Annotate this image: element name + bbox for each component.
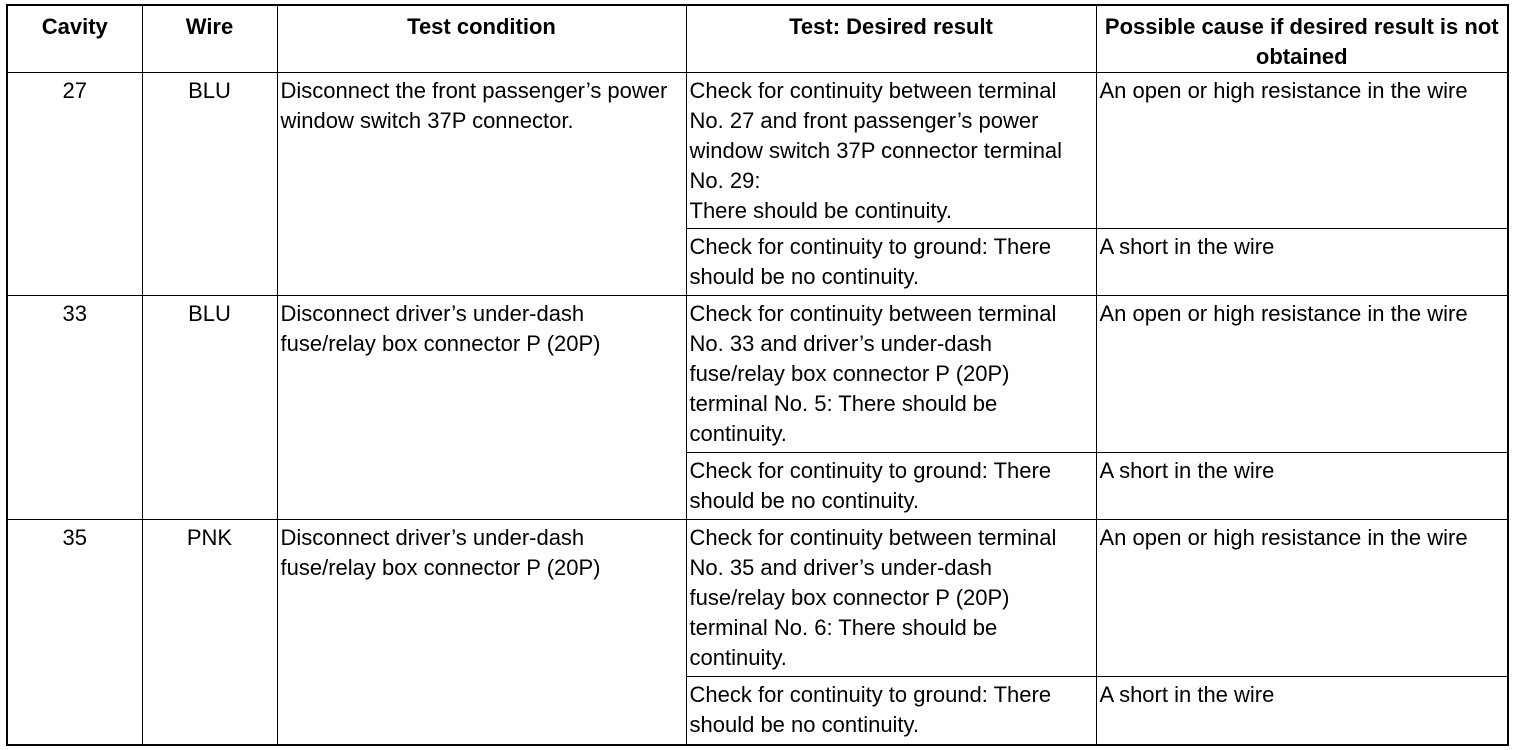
cause-cell: A short in the wire: [1096, 453, 1508, 520]
cause-cell: An open or high resistance in the wire: [1096, 520, 1508, 677]
result-cell: Check for continuity between terminal No. 35 and driver’s under-dash fuse/relay box connector P (20P) terminal No. 6: There should be continuity.: [686, 520, 1096, 677]
header-cavity: Cavity: [7, 5, 142, 73]
result-cell: [686, 73, 1096, 229]
header-test-condition: Test condition: [277, 5, 686, 73]
table-header-row: [7, 5, 1508, 73]
cavity-cell: 35: [7, 520, 142, 745]
condition-cell: Disconnect the front passenger’s power window switch 37P connector.: [277, 73, 686, 296]
condition-cell: Disconnect driver’s under-dash fuse/relay box connector P (20P): [277, 520, 686, 745]
test-procedure-table: [6, 4, 1509, 746]
condition-cell: Disconnect driver’s under-dash fuse/relay box connector P (20P): [277, 296, 686, 520]
wire-cell: BLU: [142, 73, 277, 296]
header-desired-result: Test: Desired result: [686, 5, 1096, 73]
cavity-cell: 33: [7, 296, 142, 520]
cause-cell: A short in the wire: [1096, 229, 1508, 296]
wire-cell: PNK: [142, 520, 277, 745]
table-row: [7, 296, 1508, 453]
result-cell: Check for continuity to ground: There should be no continuity.: [686, 677, 1096, 745]
table-row: [7, 520, 1508, 677]
cavity-cell: 27: [7, 73, 142, 296]
header-possible-cause: Possible cause if desired result is not obtained: [1096, 5, 1508, 73]
cause-cell: An open or high resistance in the wire: [1096, 296, 1508, 453]
result-cell: Check for continuity between terminal No. 33 and driver’s under-dash fuse/relay box connector P (20P) terminal No. 5: There should be continuity.: [686, 296, 1096, 453]
result-cell: Check for continuity to ground: There should be no continuity.: [686, 229, 1096, 296]
header-wire: Wire: [142, 5, 277, 73]
cause-cell: An open or high resistance in the wire: [1096, 73, 1508, 229]
table-row: [7, 73, 1508, 229]
wire-cell: BLU: [142, 296, 277, 520]
cause-cell: A short in the wire: [1096, 677, 1508, 745]
result-text: Check for continuity between terminal No. 27 and front passenger’s power window switch 37P connector terminal No. 29: There should be continuity.: [689, 78, 1063, 223]
result-cell: Check for continuity to ground: There should be no continuity.: [686, 453, 1096, 520]
